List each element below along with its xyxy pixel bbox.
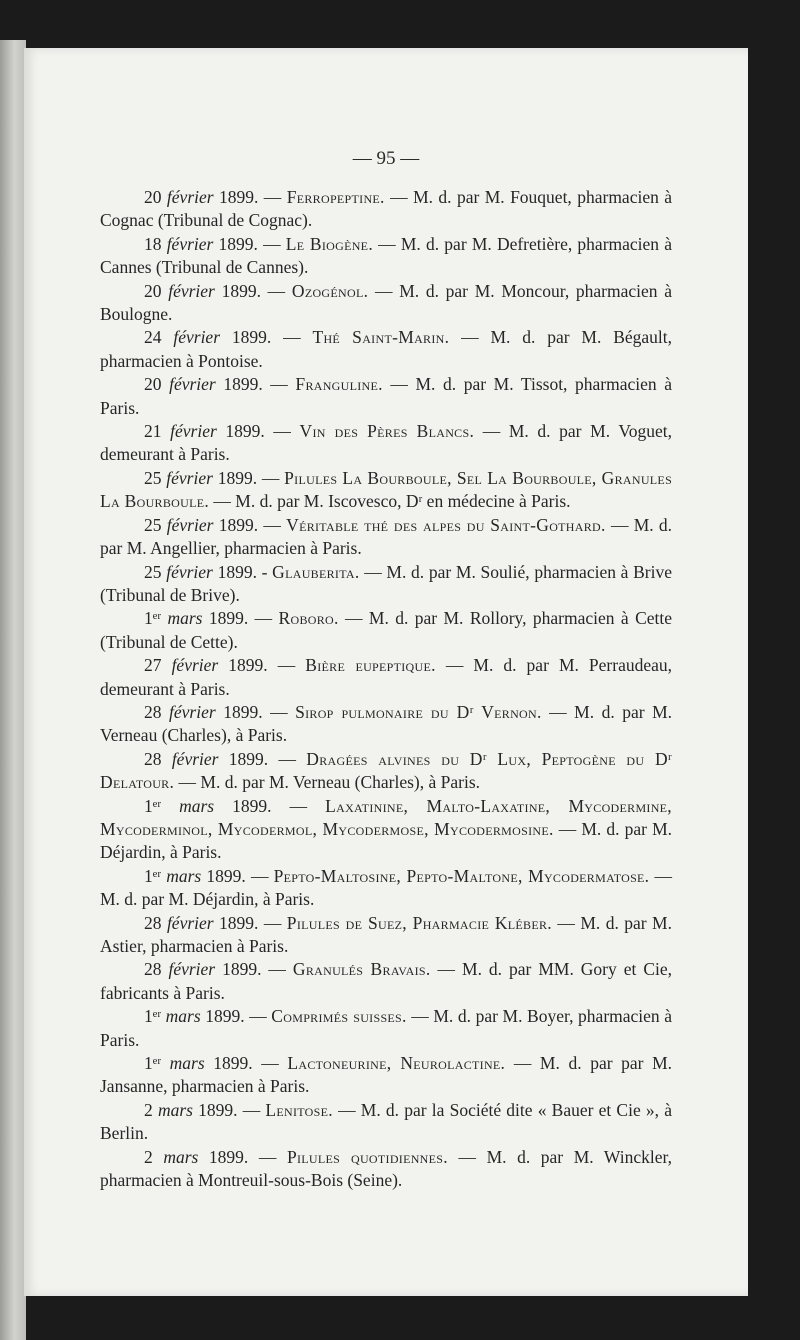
entry-day: 2 [144,1099,153,1120]
entry-month: février [166,561,213,582]
entry-month: mars [165,1006,201,1027]
entry-year: 1899. [206,865,246,886]
trademark-entry [100,1052,672,1099]
entry-month: février [166,514,214,535]
entry-month: février [168,280,215,301]
trademark-entry [100,654,672,701]
entry-product-name: Pepto-Maltosine, Pepto-Maltone, Mycodermatose. [273,865,650,886]
entry-month: février [166,187,214,207]
entry-month: février [171,655,219,676]
trademark-entry [100,233,672,280]
entry-year: 1899. [218,233,258,254]
entry-separator: — [257,467,285,488]
entry-separator: — [248,1146,287,1167]
trademark-entry [100,186,672,233]
entry-depositor: — M. d. par M. Soulié, pharmacien à Brive (Tribunal de Brive). [100,561,673,605]
entry-day: 21 [144,421,162,442]
entry-day: 28 [144,959,162,980]
entry-depositor: — M. d. par M. Déjardin, à Paris. [100,865,673,910]
entry-year: 1899. [223,374,263,395]
trademark-entry [100,607,672,654]
entry-separator: — [248,608,279,629]
entry-day: 28 [144,701,162,722]
entry-year: 1899. [198,1099,238,1120]
entry-product-name: Franguline. [295,374,383,395]
entry-year: 1899. [232,795,272,816]
entry-product-name: Véritable thé des alpes du Saint-Gothard. [286,514,606,535]
trademark-entry [100,326,672,373]
entry-year: 1899. [231,327,272,348]
entry-separator: — [258,514,287,535]
entry-depositor: — M. d. par M. Bégault, pharmacien à Pontoise. [100,327,673,371]
entry-product-name: Ozogénol. [291,280,369,301]
entry-month: février [168,959,216,980]
entry-day: 28 [144,912,162,933]
entry-product-name: Lenitose. [265,1099,333,1120]
entry-depositor: — M. d. par M. Fouquet, pharmacien à Cognac (Tribunal de Cognac). [100,187,673,231]
entry-product-name: Glauberita. [272,561,360,582]
entry-product-name: Pilules quotidiennes. [286,1146,448,1167]
entry-month: février [169,701,216,722]
entry-day: 25 [144,467,162,488]
entry-year: 1899. [228,748,269,769]
entry-product-name: Ferropeptine. [286,187,385,207]
entry-year: 1899. [219,912,259,933]
entry-year: 1899. [228,655,268,676]
entry-depositor: — M. d. par M. Boyer, pharmacien à Paris. [100,1006,673,1050]
entry-product-name: Vin des Pères Blancs. [299,421,475,442]
entry-separator: — [262,701,296,722]
entry-day: 2 [144,1146,153,1167]
entry-year: 1899. [223,701,263,722]
entry-separator: — [261,959,293,980]
trademark-entry [100,467,672,514]
trademark-entry [100,865,672,912]
trademark-entry [100,280,672,327]
entry-day: 25 [144,514,162,535]
entry-day: 1ᵉʳ [144,865,162,886]
entry-product-name: Roboro. [278,608,339,629]
entry-day: 1ᵉʳ [144,795,162,816]
entry-depositor: — M. d. par M. Voguet, demeurant à Paris. [100,421,673,465]
entry-separator: — [244,1006,272,1027]
entry-day: 28 [144,748,162,769]
entry-year: 1899. [217,561,257,582]
book-page [24,48,748,1296]
entry-product-name: Bière eupeptique. [305,655,436,676]
entry-depositor: — M. d. par M. Angellier, pharmacien à Paris. [100,514,673,559]
entry-depositor: — M. d. par M. Astier, pharmacien à Paris. [100,912,672,956]
entry-year: 1899. [213,1053,253,1074]
entry-separator: - [256,561,273,582]
entry-month: février [166,233,214,254]
entry-product-name: Granulés Bravais. [292,959,431,980]
entry-day: 1ᵉʳ [144,1053,162,1074]
entry-separator: — [268,748,307,769]
entry-year: 1899. [222,959,262,980]
entry-separator: — [271,327,313,348]
entry-depositor: — M. d. par M. Verneau (Charles), à Paris. [174,772,481,793]
entry-product-name: Thé Saint-Marin. [312,327,450,348]
entry-separator: — [267,655,306,676]
trademark-entry [100,701,672,748]
entry-month: février [173,327,221,348]
entry-depositor: — M. d. par M. Rollory, pharmacien à Cette (Tribunal de Cette). [100,608,673,652]
trademark-entries [100,186,672,1192]
entry-depositor: — M. d. par M. Iscovesco, Dʳ en médecine à Paris. [209,491,571,512]
entry-month: février [171,748,219,769]
entry-month: mars [163,1146,199,1167]
entry-depositor: — M. d. par par M. Jansanne, pharmacien à Paris. [100,1053,673,1097]
entry-month: mars [166,865,202,886]
entry-day: 20 [144,280,162,301]
entry-day: 24 [144,327,162,348]
entry-month: février [166,912,214,933]
entry-depositor: — M. d. par M. Verneau (Charles), à Paris. [100,701,673,746]
entry-separator: — [237,1099,266,1120]
entry-day: 20 [144,187,162,207]
entry-day: 25 [144,561,162,582]
entry-day: 1ᵉʳ [144,608,162,629]
entry-month: mars [157,1099,193,1120]
trademark-entry [100,958,672,1005]
entry-depositor: — M. d. par M. Tissot, pharmacien à Paris. [100,374,672,418]
entry-product-name: Lactoneurine, Neurolactine. [287,1053,506,1074]
page-number: — 95 — [352,148,420,169]
entry-separator: — [258,912,287,933]
entry-month: mars [169,1053,205,1074]
entry-day: 27 [144,655,162,676]
entry-separator: — [264,421,300,442]
entry-depositor: — M. d. par M. Déjardin, à Paris. [100,818,672,863]
trademark-entry [100,420,672,467]
trademark-entry [100,1099,672,1146]
entry-month: mars [179,795,215,816]
entry-year: 1899. [208,608,249,629]
entry-day: 1ᵉʳ [144,1006,162,1027]
entry-product-name: Comprimés suisses. [271,1006,407,1027]
trademark-entry [100,1146,672,1193]
entry-separator: — [262,374,296,395]
entry-depositor: — M. d. par M. Perraudeau, demeurant à Paris. [100,655,673,699]
entry-product-name: Pilules La Bourboule, Sel La Bourboule, Granules La Bourboule. [100,467,673,512]
entry-year: 1899. [218,514,259,535]
entry-separator: — [260,280,292,301]
entry-year: 1899. [225,421,265,442]
entry-separator: — [271,795,326,816]
entry-depositor: — M. d. par MM. Gory et Cie, fabricants à Paris. [100,959,672,1003]
entry-month: février [170,421,217,442]
entry-depositor: — M. d. par M. Moncour, pharmacien à Boulogne. [100,280,673,325]
entry-day: 20 [144,374,162,395]
trademark-entry [100,373,672,420]
trademark-entry [100,795,672,865]
entry-product-name: Pilules de Suez, Pharmacie Kléber. [286,912,552,933]
entry-separator: — [252,1053,288,1074]
entry-day: 18 [144,233,162,254]
entry-month: février [166,467,213,488]
trademark-entry [100,561,672,608]
entry-year: 1899. [221,280,261,301]
trademark-entry [100,748,672,795]
trademark-entry [100,514,672,561]
entry-product-name: Laxatinine, Malto-Laxatine, Mycodermine, Mycoderminol, Mycodermol, Mycodermose, Mycodermosine. [100,795,672,839]
previous-page-edge [0,40,26,1340]
entry-year: 1899. [219,187,259,207]
entry-month: février [169,374,216,395]
entry-month: mars [167,608,203,629]
entry-year: 1899. [208,1146,249,1167]
entry-product-name: Sirop pulmonaire du Dʳ Vernon. [295,701,542,722]
entry-separator: — [258,187,287,207]
entry-depositor: — M. d. par M. Defretière, pharmacien à Cannes (Tribunal de Cannes). [100,233,672,278]
entry-separator: — [257,233,286,254]
entry-year: 1899. [217,467,258,488]
entry-product-name: Le Biogène. [285,233,373,254]
entry-year: 1899. [205,1006,245,1027]
entry-depositor: — M. d. par M. Winckler, pharmacien à Montreuil-sous-Bois (Seine). [100,1146,672,1191]
trademark-entry [100,912,672,959]
entry-depositor: — M. d. par la Société dite « Bauer et Cie », à Berlin. [100,1099,672,1144]
entry-product-name: Dragées alvines du Dʳ Lux, Peptogène du Dʳ Delatour. [100,748,673,793]
trademark-entry [100,1005,672,1052]
entry-separator: — [245,865,274,886]
